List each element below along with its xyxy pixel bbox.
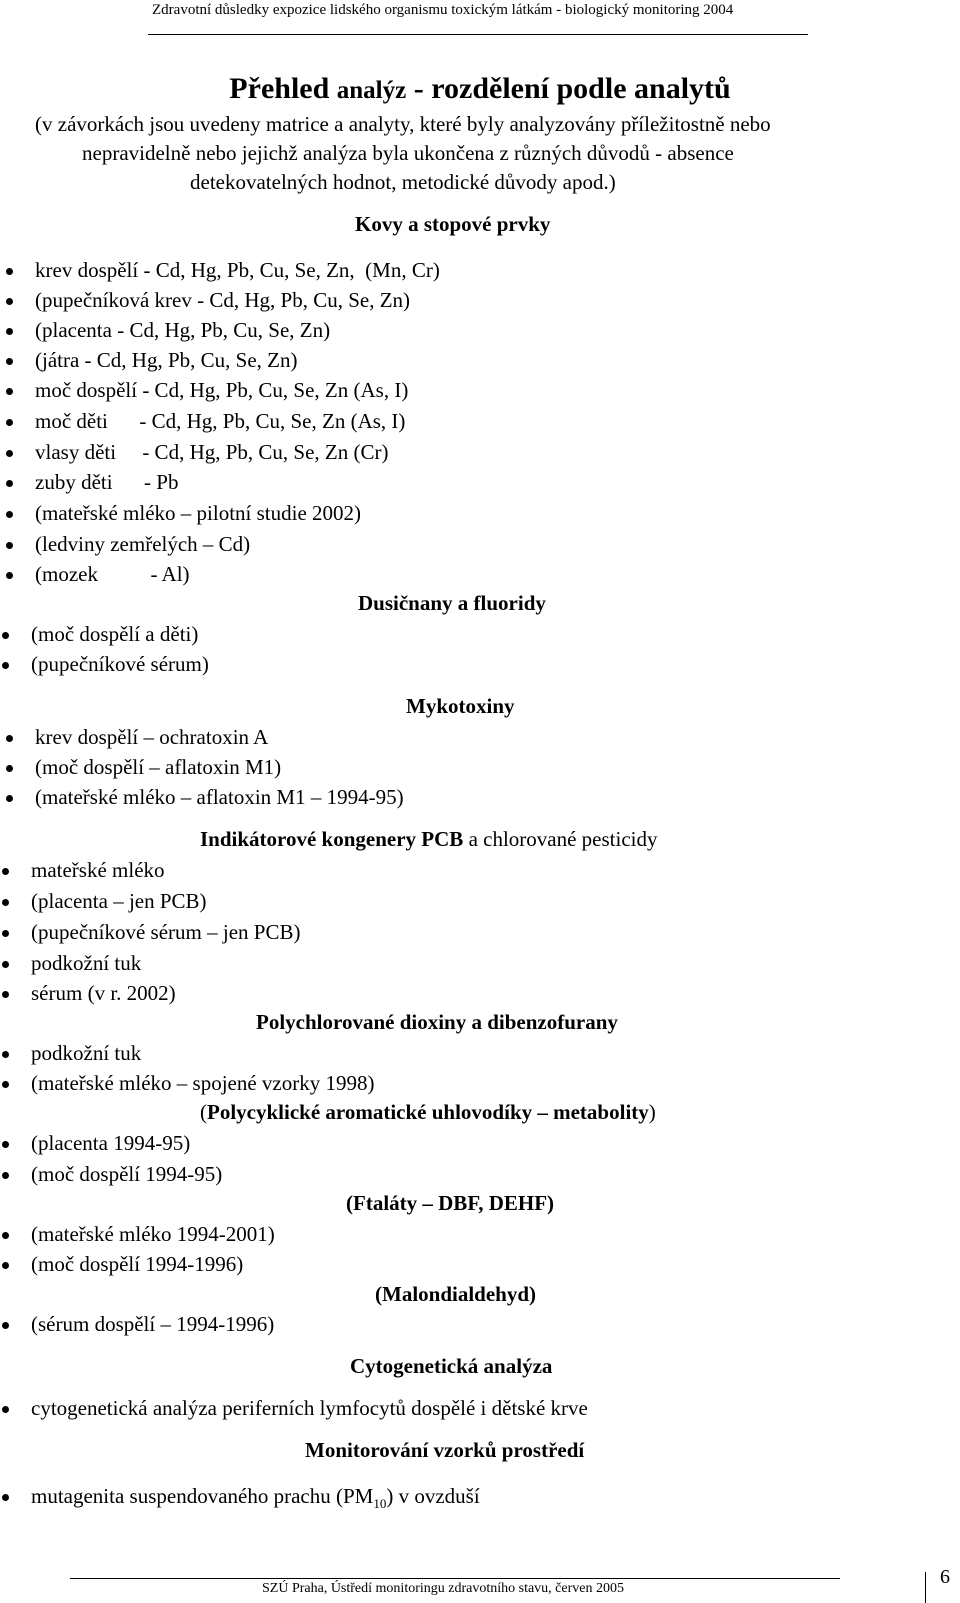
footer-rule [70, 1578, 840, 1579]
bullet [2, 1172, 9, 1179]
bullet [2, 1322, 9, 1329]
bullet [6, 298, 13, 305]
bullet [6, 572, 13, 579]
header-rule [148, 34, 808, 35]
section-heading-pah: (Polycyklické aromatické uhlovodíky – metabolity) [200, 1100, 656, 1124]
section-heading-dusicnany: Dusičnany a fluoridy [358, 591, 546, 615]
section-heading-ftalaty: (Ftaláty – DBF, DEHF) [346, 1191, 555, 1215]
bullet [2, 1232, 9, 1239]
bullet [6, 795, 13, 802]
bullet [6, 388, 13, 395]
bullet [2, 632, 9, 639]
page-number-rule [925, 1572, 926, 1603]
section-heading-mykotoxiny: Mykotoxiny [406, 694, 515, 718]
bullet [2, 1262, 9, 1269]
bullet [2, 1141, 9, 1148]
running-header: Zdravotní důsledky expozice lidského organismu toxickým látkám - biologický monitoring 2004 [152, 2, 734, 18]
page-number: 6 [940, 1566, 950, 1588]
bullet [6, 328, 13, 335]
section-heading-dioxiny: Polychlorované dioxiny a dibenzofurany [256, 1010, 618, 1034]
bullet [6, 358, 13, 365]
bullet [6, 480, 13, 487]
bullet [6, 268, 13, 275]
bullet [6, 542, 13, 549]
bullet [2, 662, 9, 669]
bullet [6, 419, 13, 426]
section-heading-monitorovani: Monitorování vzorků prostředí [305, 1438, 585, 1462]
section-heading-kovy: Kovy a stopové prvky [355, 212, 551, 236]
bullet [2, 1081, 9, 1088]
bullet [2, 868, 9, 875]
section-heading-pcb: Indikátorové kongenery PCB a chlorované pesticidy [200, 827, 658, 851]
bullet [2, 961, 9, 968]
bullet [2, 1406, 9, 1413]
section-heading-malondialdehyd: (Malondialdehyd) [375, 1282, 537, 1306]
bullet [2, 991, 9, 998]
intro-line-2: nepravidelně nebo jejichž analýza byla ukončena z různých důvodů - absence [82, 141, 734, 165]
intro-line-1: (v závorkách jsou uvedeny matrice a analyty, které byly analyzovány příležitostně nebo [35, 112, 771, 136]
page-footer: SZÚ Praha, Ústředí monitoringu zdravotního stavu, červen 2005 [262, 1581, 624, 1596]
bullet [2, 1494, 9, 1501]
title-part-2: analýz [336, 77, 407, 104]
bullet [2, 930, 9, 937]
bullet [6, 765, 13, 772]
title-part-1: Přehled [229, 72, 337, 105]
bullet [6, 511, 13, 518]
intro-line-3: detekovatelných hodnot, metodické důvody apod.) [190, 170, 616, 194]
section-heading-cytogenetika: Cytogenetická analýza [350, 1354, 553, 1378]
title-part-3: - rozdělení podle analytů [406, 72, 731, 105]
bullet [2, 1051, 9, 1058]
bullet [2, 899, 9, 906]
bullet [6, 735, 13, 742]
page-title [0, 72, 960, 106]
bullet [6, 450, 13, 457]
